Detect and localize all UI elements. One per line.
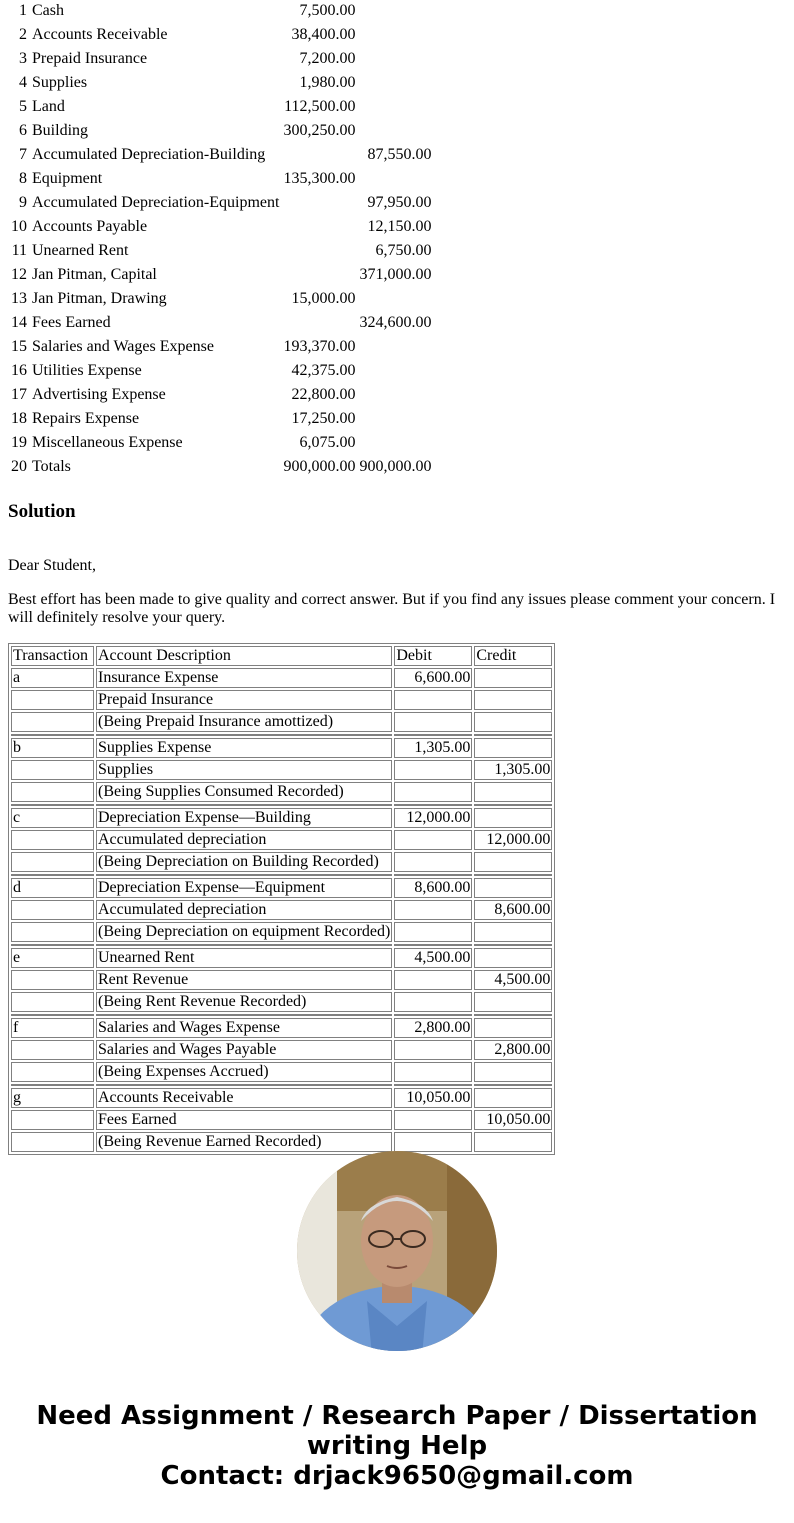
separator-cell [474, 1014, 552, 1016]
credit-amount [474, 852, 552, 872]
account-name: Advertising Expense [32, 386, 166, 403]
debit-amount: 4,500.00 [394, 948, 472, 968]
credit-amount [358, 120, 432, 142]
account-description: Unearned Rent [96, 948, 392, 968]
credit-amount [474, 1062, 552, 1082]
separator-cell [96, 874, 392, 876]
debit-amount [394, 852, 472, 872]
trial-balance-row [10, 48, 432, 70]
credit-amount [474, 1088, 552, 1108]
account-description: Accumulated depreciation [96, 830, 392, 850]
journal-row [11, 992, 552, 1012]
credit-amount [474, 1018, 552, 1038]
journal-row [11, 878, 552, 898]
debit-amount [394, 760, 472, 780]
separator-cell [474, 1084, 552, 1086]
credit-amount [474, 992, 552, 1012]
journal-row [11, 852, 552, 872]
entry-separator [11, 944, 552, 946]
account-description: Supplies Expense [96, 738, 392, 758]
debit-amount: 38,400.00 [291, 26, 356, 43]
journal-row [11, 738, 552, 758]
account-name: Accumulated Depreciation-Equipment [32, 194, 280, 211]
debit-amount [282, 240, 356, 262]
debit-amount: 6,600.00 [394, 668, 472, 688]
separator-cell [96, 1084, 392, 1086]
account-name: Supplies [32, 74, 88, 91]
trial-balance-row [10, 336, 432, 358]
transaction-letter [11, 900, 94, 920]
credit-amount [358, 48, 432, 70]
separator-cell [11, 734, 94, 736]
account-description: (Being Depreciation on Building Recorded) [96, 852, 392, 872]
credit-amount [358, 96, 432, 118]
debit-amount: 7,500.00 [299, 2, 356, 19]
credit-amount: 324,600.00 [359, 314, 432, 331]
debit-amount: 193,370.00 [283, 338, 356, 355]
trial-balance-row [10, 456, 432, 478]
separator-cell [96, 1014, 392, 1016]
transaction-letter [11, 760, 94, 780]
debit-amount: 12,000.00 [394, 808, 472, 828]
credit-amount: 8,600.00 [474, 900, 552, 920]
account-description: (Being Rent Revenue Recorded) [96, 992, 392, 1012]
trial-balance-row [10, 192, 432, 214]
journal-row [11, 760, 552, 780]
journal-row [11, 782, 552, 802]
journal-row [11, 922, 552, 942]
trial-balance-row [10, 24, 432, 46]
debit-amount [394, 830, 472, 850]
separator-cell [474, 874, 552, 876]
row-number: 8 [19, 170, 27, 187]
separator-cell [394, 804, 472, 806]
journal-row [11, 1110, 552, 1130]
transaction-letter [11, 992, 94, 1012]
debit-amount: 10,050.00 [394, 1088, 472, 1108]
account-name: Totals [32, 458, 71, 475]
row-number: 2 [19, 26, 27, 43]
account-name: Jan Pitman, Capital [32, 266, 157, 283]
debit-amount [394, 1040, 472, 1060]
separator-cell [11, 1084, 94, 1086]
separator-cell [394, 1014, 472, 1016]
account-name: Unearned Rent [32, 242, 129, 259]
debit-amount [282, 192, 356, 214]
transaction-letter: e [11, 948, 94, 968]
credit-amount [358, 168, 432, 190]
account-name: Repairs Expense [32, 410, 140, 427]
entry-separator [11, 874, 552, 876]
trial-balance-table [8, 0, 434, 480]
credit-amount [358, 384, 432, 406]
transaction-letter [11, 970, 94, 990]
transaction-letter: c [11, 808, 94, 828]
credit-amount [358, 0, 432, 22]
trial-balance-row [10, 264, 432, 286]
debit-amount: 22,800.00 [291, 386, 356, 403]
transaction-letter [11, 1040, 94, 1060]
entry-separator [11, 1014, 552, 1016]
credit-amount [474, 782, 552, 802]
account-description: Depreciation Expense—Building [96, 808, 392, 828]
account-description: Depreciation Expense—Equipment [96, 878, 392, 898]
account-name: Salaries and Wages Expense [32, 338, 214, 355]
intro-paragraph: Best effort has been made to give quality and correct answer. But if you find any issues please comment your concern. I will definitely resolve your query. [8, 591, 776, 626]
author-portrait-image [297, 1151, 497, 1351]
account-description: Supplies [96, 760, 392, 780]
journal-row [11, 712, 552, 732]
separator-cell [474, 734, 552, 736]
trial-balance-row [10, 216, 432, 238]
debit-amount [394, 1110, 472, 1130]
transaction-letter [11, 922, 94, 942]
transaction-letter [11, 830, 94, 850]
transaction-letter: f [11, 1018, 94, 1038]
account-name: Accounts Payable [32, 218, 148, 235]
credit-amount: 4,500.00 [474, 970, 552, 990]
credit-amount [474, 808, 552, 828]
transaction-letter: b [11, 738, 94, 758]
credit-amount [474, 738, 552, 758]
separator-cell [11, 874, 94, 876]
row-number: 3 [19, 50, 27, 67]
row-number: 10 [11, 218, 27, 235]
trial-balance-row [10, 288, 432, 310]
account-name: Land [32, 98, 65, 115]
account-name: Cash [32, 2, 64, 19]
entry-separator [11, 734, 552, 736]
journal-row [11, 970, 552, 990]
row-number: 5 [19, 98, 27, 115]
debit-amount [282, 144, 356, 166]
debit-amount: 2,800.00 [394, 1018, 472, 1038]
debit-amount: 300,250.00 [283, 122, 356, 139]
account-name: Fees Earned [32, 314, 111, 331]
trial-balance-row [10, 360, 432, 382]
row-number: 6 [19, 122, 27, 139]
transaction-letter: a [11, 668, 94, 688]
journal-table [8, 643, 555, 1155]
row-number: 9 [19, 194, 27, 211]
debit-amount: 7,200.00 [299, 50, 356, 67]
account-description: Salaries and Wages Expense [96, 1018, 392, 1038]
separator-cell [96, 804, 392, 806]
account-name: Building [32, 122, 89, 139]
separator-cell [474, 944, 552, 946]
trial-balance-row [10, 408, 432, 430]
debit-amount: 8,600.00 [394, 878, 472, 898]
credit-amount: 10,050.00 [474, 1110, 552, 1130]
account-description: Salaries and Wages Payable [96, 1040, 392, 1060]
separator-cell [11, 1014, 94, 1016]
journal-row [11, 830, 552, 850]
debit-amount: 135,300.00 [283, 170, 356, 187]
entry-separator [11, 804, 552, 806]
account-description: Rent Revenue [96, 970, 392, 990]
credit-amount [474, 878, 552, 898]
trial-balance-row [10, 144, 432, 166]
debit-amount [394, 712, 472, 732]
separator-cell [96, 734, 392, 736]
credit-amount: 6,750.00 [375, 242, 432, 259]
promo-line-1: Need Assignment / Research Paper / Dissertation [36, 1401, 758, 1431]
debit-amount [394, 992, 472, 1012]
transaction-letter [11, 782, 94, 802]
separator-cell [474, 804, 552, 806]
account-name: Miscellaneous Expense [32, 434, 183, 451]
transaction-letter: g [11, 1088, 94, 1108]
credit-amount: 900,000.00 [359, 458, 432, 475]
account-name: Accumulated Depreciation-Building [32, 146, 266, 163]
trial-balance-row [10, 120, 432, 142]
trial-balance-row [10, 240, 432, 262]
header-transaction: Transaction [11, 646, 94, 666]
trial-balance-row [10, 96, 432, 118]
transaction-letter: d [11, 878, 94, 898]
debit-amount [394, 690, 472, 710]
debit-amount [282, 312, 356, 334]
debit-amount [394, 922, 472, 942]
trial-balance-row [10, 72, 432, 94]
account-description: Fees Earned [96, 1110, 392, 1130]
debit-amount [394, 782, 472, 802]
credit-amount: 12,150.00 [367, 218, 432, 235]
account-description: (Being Depreciation on equipment Recorded) [98, 923, 391, 940]
account-description: Insurance Expense [96, 668, 392, 688]
account-name: Accounts Receivable [32, 26, 168, 43]
credit-amount [474, 668, 552, 688]
row-number: 7 [19, 146, 27, 163]
account-name: Prepaid Insurance [32, 50, 148, 67]
separator-cell [96, 944, 392, 946]
journal-row [11, 900, 552, 920]
transaction-letter [11, 712, 94, 732]
debit-amount: 15,000.00 [291, 290, 356, 307]
row-number: 16 [11, 362, 27, 379]
trial-balance-row [10, 432, 432, 454]
credit-amount [474, 948, 552, 968]
credit-amount [358, 360, 432, 382]
account-description: (Being Prepaid Insurance amottized) [96, 712, 392, 732]
transaction-letter [11, 852, 94, 872]
credit-amount [358, 432, 432, 454]
row-number: 15 [11, 338, 27, 355]
transaction-letter [11, 690, 94, 710]
debit-amount: 1,980.00 [299, 74, 356, 91]
header-debit: Debit [394, 646, 472, 666]
debit-amount [394, 1132, 472, 1152]
credit-amount [474, 1132, 552, 1152]
debit-amount [282, 216, 356, 238]
transaction-letter [11, 1062, 94, 1082]
transaction-letter [11, 1132, 94, 1152]
trial-balance-row [10, 312, 432, 334]
separator-cell [11, 804, 94, 806]
separator-cell [394, 1084, 472, 1086]
debit-amount [394, 1062, 472, 1082]
credit-amount [358, 24, 432, 46]
row-number: 17 [11, 386, 27, 403]
journal-row [11, 1062, 552, 1082]
author-avatar [297, 1151, 497, 1351]
credit-amount: 97,950.00 [367, 194, 432, 211]
row-number: 12 [11, 266, 27, 283]
journal-row [11, 690, 552, 710]
row-number: 18 [11, 410, 27, 427]
debit-amount: 17,250.00 [291, 410, 356, 427]
journal-row [11, 668, 552, 688]
row-number: 14 [11, 314, 27, 331]
row-number: 11 [11, 242, 27, 259]
credit-amount: 371,000.00 [359, 266, 432, 283]
account-description: Accounts Receivable [96, 1088, 392, 1108]
header-credit: Credit [474, 646, 552, 666]
debit-amount: 1,305.00 [394, 738, 472, 758]
promo-contact[interactable]: Contact: drjack9650@gmail.com [160, 1461, 634, 1491]
debit-amount: 112,500.00 [284, 98, 356, 115]
row-number: 19 [11, 434, 27, 451]
credit-amount [358, 336, 432, 358]
trial-balance-row [10, 0, 432, 22]
credit-amount [474, 712, 552, 732]
account-name: Jan Pitman, Drawing [32, 290, 167, 307]
account-description: (Being Expenses Accrued) [96, 1062, 392, 1082]
credit-amount: 12,000.00 [474, 830, 552, 850]
debit-amount [394, 900, 472, 920]
debit-amount: 42,375.00 [291, 362, 356, 379]
credit-amount: 2,800.00 [474, 1040, 552, 1060]
account-description: Accumulated depreciation [96, 900, 392, 920]
journal-row [11, 1018, 552, 1038]
header-account-description: Account Description [96, 646, 392, 666]
account-description: (Being Supplies Consumed Recorded) [96, 782, 392, 802]
greeting: Dear Student, [8, 557, 96, 574]
row-number: 4 [19, 74, 27, 91]
separator-cell [11, 944, 94, 946]
account-name: Equipment [32, 170, 103, 187]
separator-cell [394, 734, 472, 736]
journal-row [11, 1132, 552, 1152]
separator-cell [394, 874, 472, 876]
promo-line-2: writing Help [306, 1431, 488, 1461]
account-description: Prepaid Insurance [96, 690, 392, 710]
row-number: 1 [19, 2, 27, 19]
row-number: 13 [11, 290, 27, 307]
journal-row [11, 1040, 552, 1060]
trial-balance-row [10, 384, 432, 406]
debit-amount [282, 264, 356, 286]
separator-cell [394, 944, 472, 946]
promo-banner [0, 1401, 794, 1491]
account-name: Utilities Expense [32, 362, 142, 379]
trial-balance-row [10, 168, 432, 190]
journal-header-row [11, 646, 552, 666]
debit-amount: 6,075.00 [299, 434, 356, 451]
journal-row [11, 808, 552, 828]
debit-amount: 900,000.00 [283, 458, 356, 475]
credit-amount: 1,305.00 [474, 760, 552, 780]
credit-amount [474, 690, 552, 710]
credit-amount [474, 922, 552, 942]
debit-amount [394, 970, 472, 990]
transaction-letter [11, 1110, 94, 1130]
entry-separator [11, 1084, 552, 1086]
credit-amount [358, 408, 432, 430]
row-number: 20 [11, 458, 27, 475]
credit-amount: 87,550.00 [367, 146, 432, 163]
journal-row [11, 948, 552, 968]
journal-row [11, 1088, 552, 1108]
credit-amount [358, 288, 432, 310]
solution-heading: Solution [8, 501, 76, 522]
credit-amount [358, 72, 432, 94]
account-description: (Being Revenue Earned Recorded) [96, 1132, 392, 1152]
